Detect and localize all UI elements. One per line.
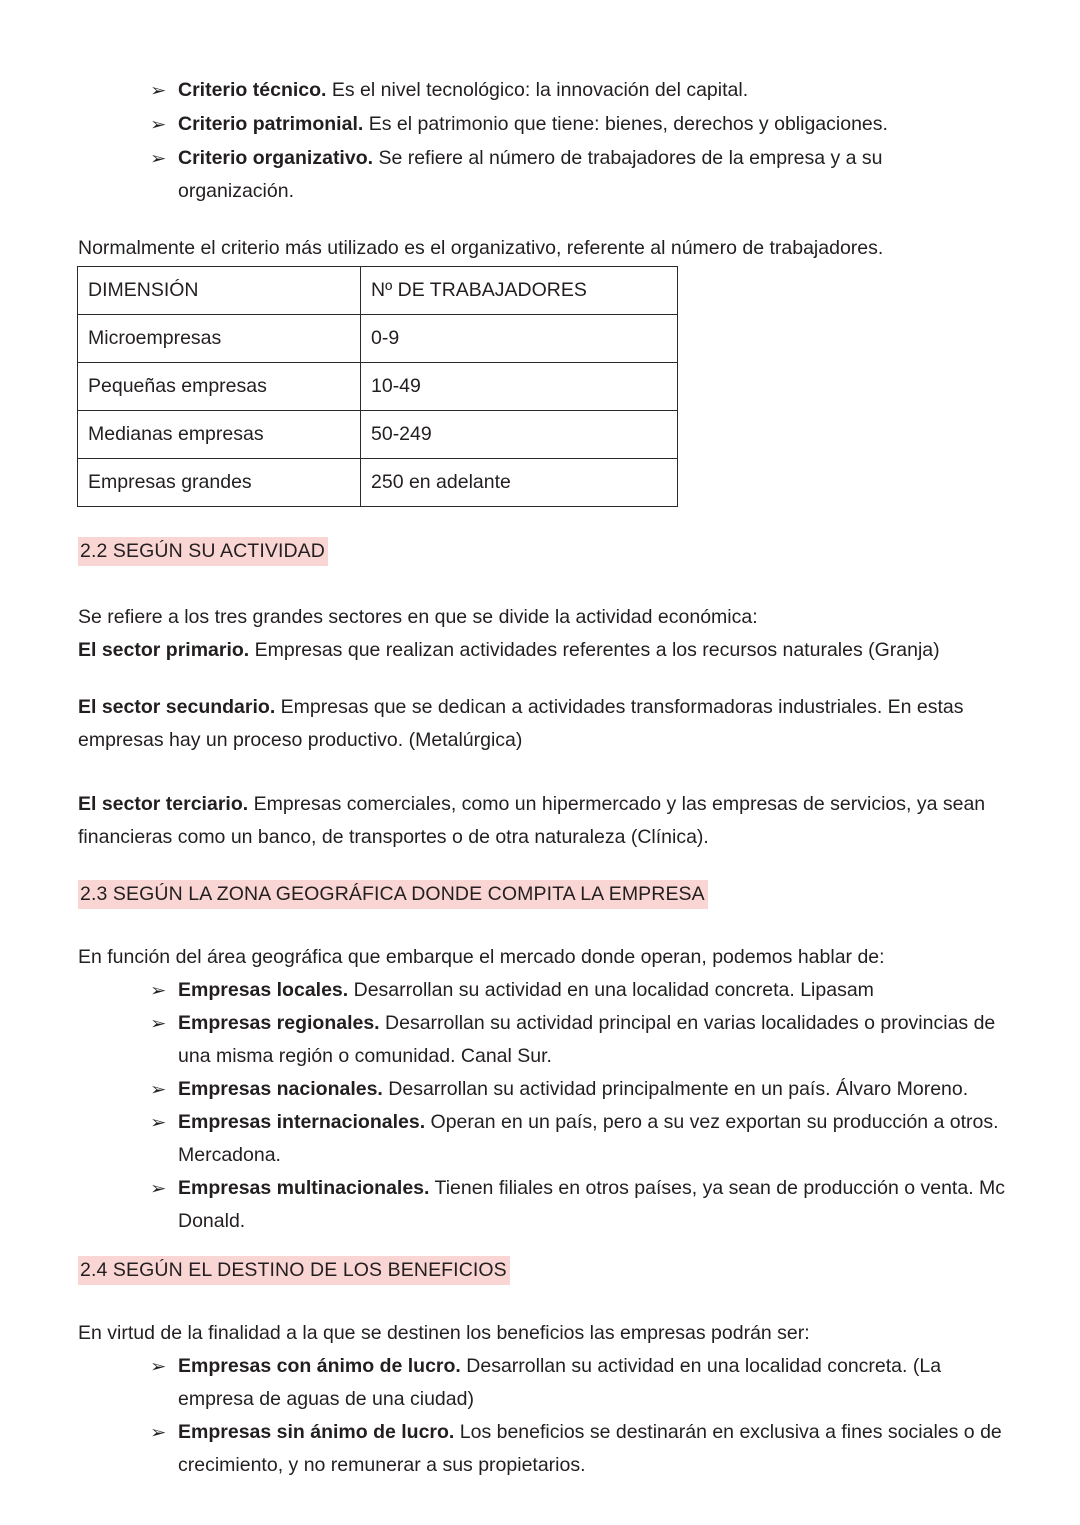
arrow-bullet-icon: ➢ xyxy=(150,1179,167,1198)
section-heading-2-4-text: 2.4 SEGÚN EL DESTINO DE LOS BENEFICIOS xyxy=(78,1256,510,1285)
section-heading-2-2 xyxy=(78,536,328,566)
sector-secundario-rest: Empresas que se dedican a actividades transformadoras industriales. En estas empresas hay un proceso productivo. (Metalúrgica) xyxy=(78,696,969,751)
section-2-4-lead: En virtud de la finalidad a la que se destinen los beneficios las empresas podrán ser: xyxy=(78,1322,810,1344)
section-2-2-lead: Se refiere a los tres grandes sectores en que se divide la actividad económica: xyxy=(78,606,758,628)
list-item xyxy=(150,108,1010,141)
list-item-text xyxy=(178,74,1010,107)
list-item-term: Empresas sin ánimo de lucro. xyxy=(178,1421,455,1443)
list-item-rest: Desarrollan su actividad principalmente en un país. Álvaro Moreno. xyxy=(382,1078,969,1100)
list-item xyxy=(150,1350,980,1416)
list-item-rest: Los beneficios se destinarán en exclusiva a fines sociales o de crecimiento, y no remunerar a sus propietarios. xyxy=(178,1421,1002,1476)
table-header-cell-dimension: DIMENSIÓN xyxy=(78,267,361,315)
list-item-text xyxy=(178,1416,1035,1482)
table-cell-workers: 0-9 xyxy=(361,315,678,363)
list-item-text xyxy=(178,1073,1030,1106)
section-heading-2-2-text: 2.2 SEGÚN SU ACTIVIDAD xyxy=(78,537,328,566)
arrow-bullet-icon: ➢ xyxy=(150,1080,167,1099)
list-item xyxy=(150,142,940,208)
table-cell-dimension: Medianas empresas xyxy=(78,411,361,459)
sector-secundario-paragraph xyxy=(78,691,1018,757)
sector-secundario-term: El sector secundario. xyxy=(78,696,276,718)
table-row xyxy=(78,315,678,363)
sector-terciario-term: El sector terciario. xyxy=(78,793,249,815)
list-item xyxy=(150,1007,1020,1073)
list-item-term: Empresas internacionales. xyxy=(178,1111,426,1133)
table-cell-workers: 50-249 xyxy=(361,411,678,459)
table-header-cell-workers: Nº DE TRABAJADORES xyxy=(361,267,678,315)
table-intro-paragraph: Normalmente el criterio más utilizado es el organizativo, referente al número de trabajadores. xyxy=(78,237,884,259)
table-header-row xyxy=(78,267,678,315)
list-item xyxy=(150,1073,1030,1106)
table-row xyxy=(78,363,678,411)
sector-primario-term: El sector primario. xyxy=(78,639,250,661)
list-item-text xyxy=(178,974,1020,1007)
table-row xyxy=(78,411,678,459)
arrow-bullet-icon: ➢ xyxy=(150,81,167,100)
table-cell-dimension: Microempresas xyxy=(78,315,361,363)
section-2-3-lead: En función del área geográfica que embarque el mercado donde operan, podemos hablar de: xyxy=(78,946,885,968)
list-item-rest: Operan en un país, pero a su vez exportan su producción a otros. Mercadona. xyxy=(178,1111,999,1166)
sector-terciario-rest: Empresas comerciales, como un hipermercado y las empresas de servicios, ya sean financieras como un banco, de transportes o de otra naturaleza (Clínica). xyxy=(78,793,991,848)
arrow-bullet-icon: ➢ xyxy=(150,1357,167,1376)
list-item-rest: Es el patrimonio que tiene: bienes, derechos y obligaciones. xyxy=(363,113,888,135)
arrow-bullet-icon: ➢ xyxy=(150,1014,167,1033)
arrow-bullet-icon: ➢ xyxy=(150,1423,167,1442)
arrow-bullet-icon: ➢ xyxy=(150,981,167,1000)
list-item xyxy=(150,1416,1035,1482)
section-heading-2-3-text: 2.3 SEGÚN LA ZONA GEOGRÁFICA DONDE COMPITA LA EMPRESA xyxy=(78,880,708,909)
list-item-text xyxy=(178,1172,1010,1238)
list-item-text xyxy=(178,1007,1020,1073)
list-item-rest: Se refiere al número de trabajadores de la empresa y a su organización. xyxy=(178,147,883,202)
table-cell-dimension: Empresas grandes xyxy=(78,459,361,507)
list-item-term: Empresas con ánimo de lucro. xyxy=(178,1355,461,1377)
list-item-text xyxy=(178,1106,1030,1172)
list-item-text xyxy=(178,108,1010,141)
list-item xyxy=(150,1172,1010,1238)
list-item-term: Empresas nacionales. xyxy=(178,1078,383,1100)
section-heading-2-3 xyxy=(78,879,708,909)
list-item-term: Empresas regionales. xyxy=(178,1012,380,1034)
table-row xyxy=(78,459,678,507)
list-item-rest: Desarrollan su actividad en una localidad concreta. Lipasam xyxy=(348,979,874,1001)
list-item-term: Empresas multinacionales. xyxy=(178,1177,430,1199)
list-item-text xyxy=(178,1350,980,1416)
list-item-term: Criterio patrimonial. xyxy=(178,113,364,135)
list-item xyxy=(150,1106,1030,1172)
table-cell-workers: 10-49 xyxy=(361,363,678,411)
table-cell-dimension: Pequeñas empresas xyxy=(78,363,361,411)
table-cell-workers: 250 en adelante xyxy=(361,459,678,507)
dimension-table xyxy=(77,266,678,507)
list-item-term: Empresas locales. xyxy=(178,979,349,1001)
list-item-rest: Desarrollan su actividad en una localidad concreta. (La empresa de aguas de una ciudad) xyxy=(178,1355,942,1410)
sector-terciario-paragraph xyxy=(78,788,1008,854)
list-item xyxy=(150,974,1020,1007)
section-heading-2-4 xyxy=(78,1255,510,1285)
list-item-rest: Es el nivel tecnológico: la innovación del capital. xyxy=(326,79,749,101)
list-item-rest: Desarrollan su actividad principal en varias localidades o provincias de una misma región o comunidad. Canal Sur. xyxy=(178,1012,996,1067)
arrow-bullet-icon: ➢ xyxy=(150,1113,167,1132)
arrow-bullet-icon: ➢ xyxy=(150,115,167,134)
list-item-rest: Tienen filiales en otros países, ya sean de producción o venta. Mc Donald. xyxy=(178,1177,1006,1232)
arrow-bullet-icon: ➢ xyxy=(150,149,167,168)
list-item-text xyxy=(178,142,940,208)
list-item-term: Criterio técnico. xyxy=(178,79,327,101)
sector-primario-paragraph xyxy=(78,634,1038,667)
sector-primario-rest: Empresas que realizan actividades referentes a los recursos naturales (Granja) xyxy=(249,639,940,661)
list-item xyxy=(150,74,1010,107)
list-item-term: Criterio organizativo. xyxy=(178,147,374,169)
